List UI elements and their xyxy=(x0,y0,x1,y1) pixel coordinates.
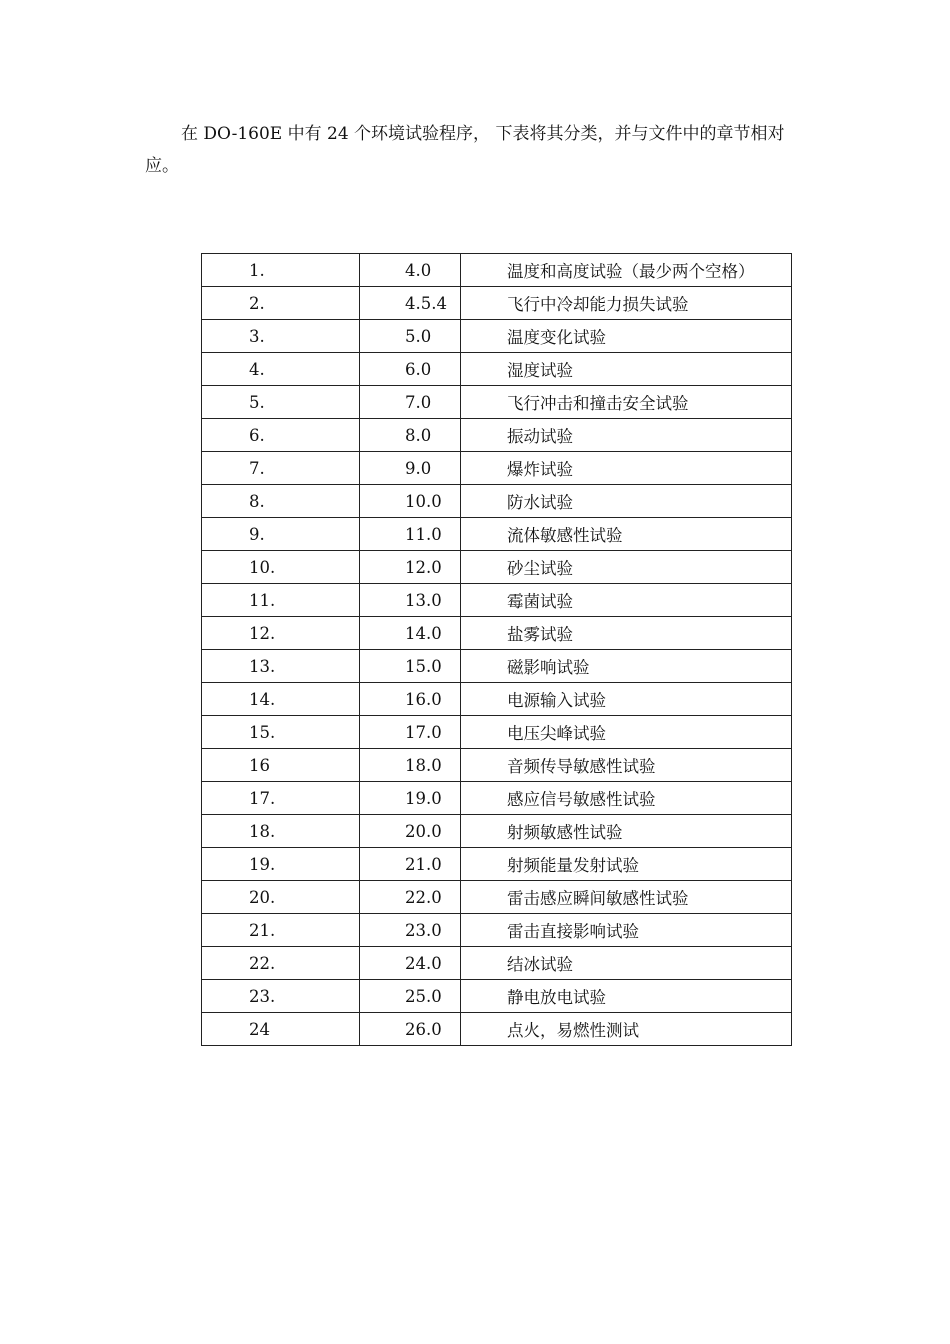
test-name-cell: 电压尖峰试验 xyxy=(461,716,792,749)
table-row xyxy=(202,1013,792,1046)
test-name-cell: 静电放电试验 xyxy=(461,980,792,1013)
table-row xyxy=(202,353,792,386)
table-row xyxy=(202,749,792,782)
section-number-cell: 23.0 xyxy=(360,914,461,947)
test-name-cell: 爆炸试验 xyxy=(461,452,792,485)
test-name-cell: 雷击感应瞬间敏感性试验 xyxy=(461,881,792,914)
row-index-cell: 21. xyxy=(202,914,360,947)
section-number-cell: 20.0 xyxy=(360,815,461,848)
table-row xyxy=(202,980,792,1013)
table-row xyxy=(202,815,792,848)
test-name-cell: 盐雾试验 xyxy=(461,617,792,650)
row-index-cell: 12. xyxy=(202,617,360,650)
table-row xyxy=(202,320,792,353)
row-index-cell: 7. xyxy=(202,452,360,485)
intro-text: 在 DO-160E 中有 24 个环境试验程序， 下表将其分类，并与文件中的章节相对应。 xyxy=(145,124,785,176)
section-number-cell: 16.0 xyxy=(360,683,461,716)
section-number-cell: 4.5.4 xyxy=(360,287,461,320)
section-number-cell: 24.0 xyxy=(360,947,461,980)
row-index-cell: 5. xyxy=(202,386,360,419)
row-index-cell: 9. xyxy=(202,518,360,551)
section-number-cell: 7.0 xyxy=(360,386,461,419)
section-number-cell: 18.0 xyxy=(360,749,461,782)
test-name-cell: 雷击直接影响试验 xyxy=(461,914,792,947)
section-number-cell: 10.0 xyxy=(360,485,461,518)
row-index-cell: 13. xyxy=(202,650,360,683)
table-row xyxy=(202,485,792,518)
test-name-cell: 温度变化试验 xyxy=(461,320,792,353)
row-index-cell: 23. xyxy=(202,980,360,1013)
table-row xyxy=(202,683,792,716)
section-number-cell: 5.0 xyxy=(360,320,461,353)
test-name-cell: 温度和高度试验（最少两个空格） xyxy=(461,254,792,287)
test-name-cell: 磁影响试验 xyxy=(461,650,792,683)
table-row xyxy=(202,584,792,617)
row-index-cell: 20. xyxy=(202,881,360,914)
row-index-cell: 17. xyxy=(202,782,360,815)
table-row xyxy=(202,782,792,815)
table-row xyxy=(202,287,792,320)
section-number-cell: 6.0 xyxy=(360,353,461,386)
row-index-cell: 15. xyxy=(202,716,360,749)
test-name-cell: 砂尘试验 xyxy=(461,551,792,584)
row-index-cell: 2. xyxy=(202,287,360,320)
section-number-cell: 17.0 xyxy=(360,716,461,749)
table-row xyxy=(202,848,792,881)
table-row xyxy=(202,419,792,452)
table-row xyxy=(202,518,792,551)
section-number-cell: 19.0 xyxy=(360,782,461,815)
test-name-cell: 飞行中冷却能力损失试验 xyxy=(461,287,792,320)
section-number-cell: 11.0 xyxy=(360,518,461,551)
row-index-cell: 16 xyxy=(202,749,360,782)
table-row xyxy=(202,716,792,749)
test-name-cell: 流体敏感性试验 xyxy=(461,518,792,551)
test-name-cell: 防水试验 xyxy=(461,485,792,518)
section-number-cell: 25.0 xyxy=(360,980,461,1013)
table-row xyxy=(202,947,792,980)
row-index-cell: 3. xyxy=(202,320,360,353)
table-row xyxy=(202,254,792,287)
environmental-tests-table xyxy=(201,253,792,1046)
test-name-cell: 感应信号敏感性试验 xyxy=(461,782,792,815)
row-index-cell: 10. xyxy=(202,551,360,584)
table-row xyxy=(202,914,792,947)
row-index-cell: 19. xyxy=(202,848,360,881)
table-row xyxy=(202,650,792,683)
test-name-cell: 电源输入试验 xyxy=(461,683,792,716)
intro-paragraph xyxy=(145,118,810,182)
test-name-cell: 霉菌试验 xyxy=(461,584,792,617)
test-name-cell: 振动试验 xyxy=(461,419,792,452)
row-index-cell: 6. xyxy=(202,419,360,452)
test-name-cell: 点火，易燃性测试 xyxy=(461,1013,792,1046)
section-number-cell: 15.0 xyxy=(360,650,461,683)
section-number-cell: 13.0 xyxy=(360,584,461,617)
section-number-cell: 8.0 xyxy=(360,419,461,452)
table-row xyxy=(202,386,792,419)
test-name-cell: 飞行冲击和撞击安全试验 xyxy=(461,386,792,419)
table-body xyxy=(202,254,792,1046)
row-index-cell: 1. xyxy=(202,254,360,287)
section-number-cell: 4.0 xyxy=(360,254,461,287)
test-name-cell: 音频传导敏感性试验 xyxy=(461,749,792,782)
test-name-cell: 射频能量发射试验 xyxy=(461,848,792,881)
row-index-cell: 14. xyxy=(202,683,360,716)
table-row xyxy=(202,617,792,650)
row-index-cell: 24 xyxy=(202,1013,360,1046)
row-index-cell: 8. xyxy=(202,485,360,518)
test-name-cell: 射频敏感性试验 xyxy=(461,815,792,848)
section-number-cell: 12.0 xyxy=(360,551,461,584)
section-number-cell: 21.0 xyxy=(360,848,461,881)
section-number-cell: 26.0 xyxy=(360,1013,461,1046)
section-number-cell: 22.0 xyxy=(360,881,461,914)
table-row xyxy=(202,881,792,914)
table-row xyxy=(202,551,792,584)
test-name-cell: 结冰试验 xyxy=(461,947,792,980)
row-index-cell: 22. xyxy=(202,947,360,980)
section-number-cell: 14.0 xyxy=(360,617,461,650)
test-name-cell: 湿度试验 xyxy=(461,353,792,386)
row-index-cell: 11. xyxy=(202,584,360,617)
section-number-cell: 9.0 xyxy=(360,452,461,485)
row-index-cell: 4. xyxy=(202,353,360,386)
table-row xyxy=(202,452,792,485)
row-index-cell: 18. xyxy=(202,815,360,848)
